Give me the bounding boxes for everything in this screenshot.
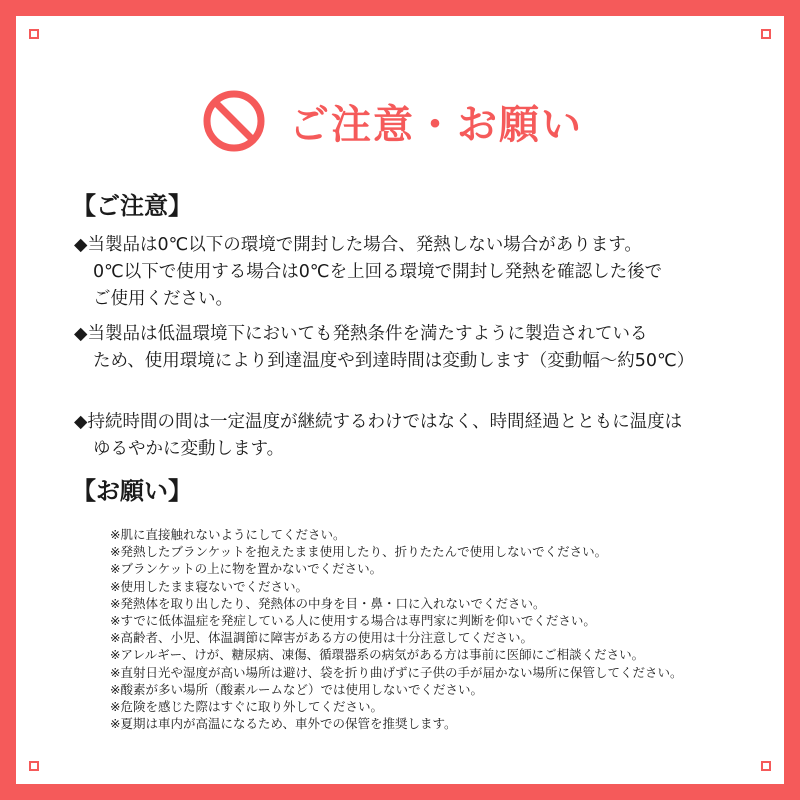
request-item: ※高齢者、小児、体温調節に障害がある方の使用は十分注意してください。 xyxy=(110,630,533,646)
caution-item xyxy=(74,321,764,375)
caution-line: 0℃以下で使用する場合は0℃を上回る環境で開封し発熱を確認した後で xyxy=(93,262,663,282)
corner-ornament xyxy=(29,29,39,39)
request-item: ※使用したまま寝ないでください。 xyxy=(110,578,308,594)
request-item: ※肌に直接触れないようにしてください。 xyxy=(110,527,346,542)
request-item: ※発熱体を取り出したり、発熱体の中身を目・鼻・口に入れないでください。 xyxy=(110,595,546,611)
caution-line: ため、使用環境により到達温度や到達時間は変動します（変動幅〜約50℃） xyxy=(93,351,695,371)
request-item: ※アレルギー、けが、糖尿病、凍傷、循環器系の病気がある方は事前に医師にご相談ください。 xyxy=(110,647,645,663)
request-list xyxy=(110,526,770,732)
caution-line: ◆当製品は低温環境下においても発熱条件を満たすように製造されている xyxy=(74,324,648,344)
caution-line: ◆持続時間の間は一定温度が継続するわけではなく、時間経過とともに温度は xyxy=(74,412,683,432)
caution-item xyxy=(74,232,764,313)
corner-ornament xyxy=(761,761,771,771)
request-item: ※発熱したブランケットを抱えたまま使用したり、折りたたんで使用しないでください。 xyxy=(110,544,608,560)
request-item: ※すでに低体温症を発症している人に使用する場合は専門家に判断を仰いでください。 xyxy=(110,613,596,629)
caution-heading: 【ご注意】 xyxy=(72,192,192,220)
request-item: ※夏期は車内が高温になるため、車外での保管を推奨します。 xyxy=(110,716,457,732)
corner-ornament xyxy=(761,29,771,39)
request-item: ※ブランケットの上に物を置かないでください。 xyxy=(110,561,383,577)
request-item: ※危険を感じた際はすぐに取り外してください。 xyxy=(110,699,383,715)
request-heading: 【お願い】 xyxy=(72,477,192,505)
request-item: ※酸素が多い場所（酸素ルームなど）では使用しないでください。 xyxy=(110,681,483,697)
prohibited-icon xyxy=(201,88,267,154)
caution-line: ご使用ください。 xyxy=(93,289,233,309)
caution-item xyxy=(74,409,764,463)
page-title: ご注意・お願い xyxy=(289,101,583,148)
title-row xyxy=(16,86,784,156)
corner-ornament xyxy=(29,761,39,771)
request-item: ※直射日光や湿度が高い場所は避け、袋を折り曲げずに子供の手が届かない場所に保管してください。 xyxy=(110,664,683,680)
content-panel xyxy=(16,16,784,784)
caution-line: ◆当製品は0℃以下の環境で開封した場合、発熱しない場合があります。 xyxy=(74,235,642,255)
caution-line: ゆるやかに変動します。 xyxy=(93,439,285,459)
